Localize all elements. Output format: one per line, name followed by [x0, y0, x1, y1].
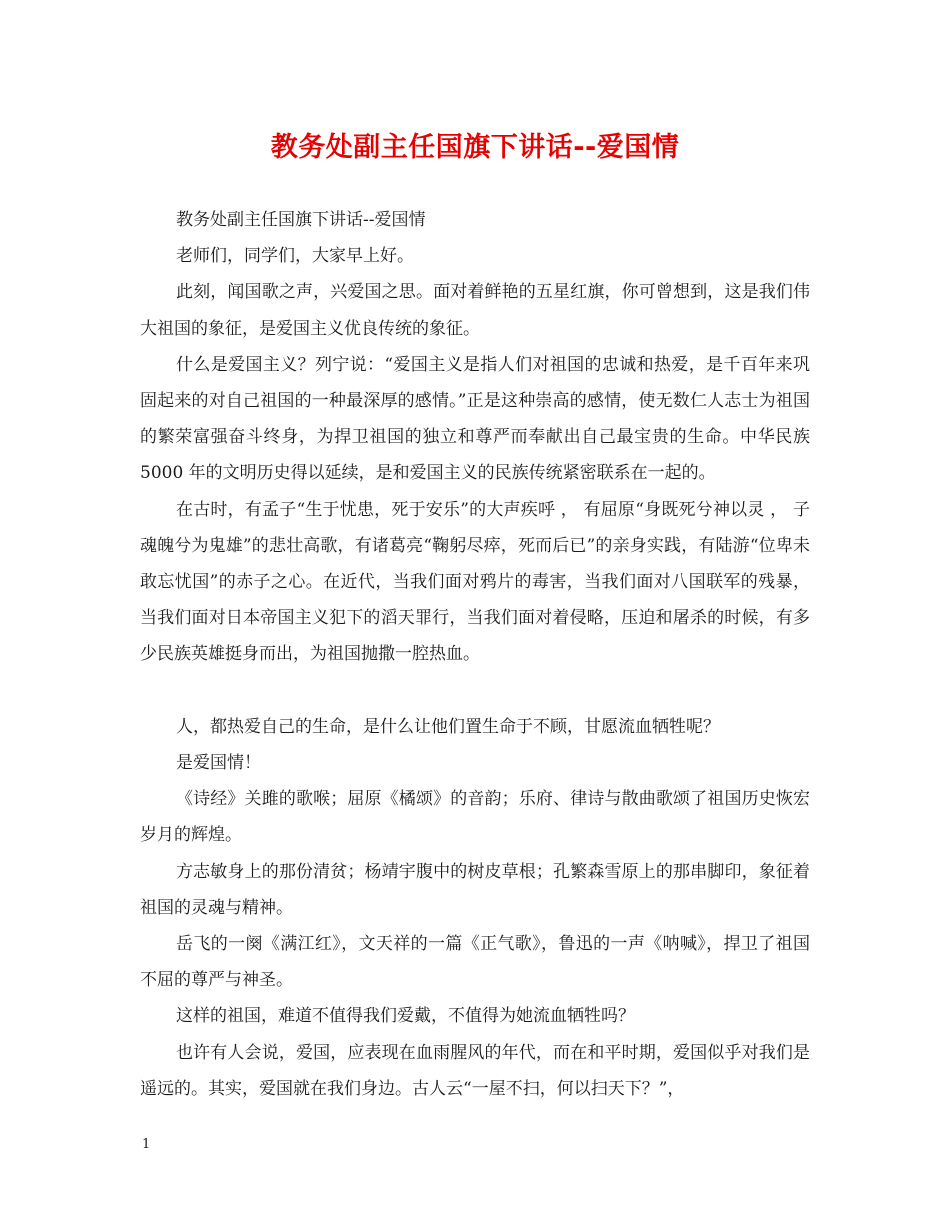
paragraph-peacetime: 也许有人会说，爱国，应表现在血雨腥风的年代，而在和平时期，爱国似乎对我们是遥远的。其实，爱国就在我们身边。古人云“一屋不扫，何以扫天下？”，: [140, 1042, 810, 1099]
paragraph-flag: 此刻，闻国歌之声，兴爱国之思。面对着鲜艳的五星红旗，你可曾想到，这是我们伟大祖国的象征，是爱国主义优良传统的象征。: [140, 282, 810, 339]
paragraph-spacer: [140, 673, 810, 709]
paragraph-greeting: 老师们，同学们，大家早上好。: [176, 246, 414, 267]
paragraph-works: 岳飞的一阕《满江红》，文天祥的一篇《正气歌》，鲁迅的一声《呐喊》，捍卫了祖国不屈的尊严与神圣。: [140, 934, 810, 991]
page-number: 1: [142, 1137, 151, 1152]
paragraph-subtitle: 教务处副主任国旗下讲话--爱国情: [176, 210, 426, 230]
paragraph-motherland: 这样的祖国，难道不值得我们爱戴，不值得为她流血牺牲吗？: [176, 1006, 635, 1027]
paragraph-poetry: 《诗经》关雎的歌喉；屈原《橘颂》的音韵；乐府、律诗与散曲歌颂了祖国历史恢宏岁月的辉煌。: [140, 789, 810, 846]
paragraph-patriotism-definition: 什么是爱国主义？列宁说：“爱国主义是指人们对祖国的忠诚和热爱，是千百年来巩固起来的对自己祖国的一种最深厚的感情。”正是这种崇高的感情，使无数仁人志士为祖国的繁荣富强奋斗终身，为捍卫祖国的独立和尊严而奉献出自己最宝贵的生命。中华民族 5000 年的文明历史得以延续，是和爱国主义的民族传统紧密联系在一起的。: [140, 354, 810, 484]
document-body: [140, 202, 810, 1107]
paragraph-heroes: 方志敏身上的那份清贫；杨靖宇腹中的树皮草根；孔繁森雪原上的那串脚印，象征着祖国的灵魂与精神。: [140, 861, 810, 918]
paragraph-question: 人，都热爱自己的生命，是什么让他们置生命于不顾，甘愿流血牺牲呢？: [176, 716, 720, 737]
document-title: 教务处副主任国旗下讲话--爱国情: [270, 132, 680, 163]
paragraph-answer: 是爱国情！: [176, 753, 261, 774]
paragraph-history: 在古时，有孟子“生于忧患，死于安乐”的大声疾呼 ， 有屈原“身既死兮神以灵 ， 子魂魄兮为鬼雄”的悲壮高歌，有诸葛亮“鞠躬尽瘁，死而后已”的亲身实践，有陆游“位卑未敢忘忧国”的赤子之心。在近代，当我们面对鸦片的毒害，当我们面对八国联军的残暴，当我们面对日本帝国主义犯下的滔天罪行，当我们面对着侵略，压迫和屠杀的时候，有多少民族英雄挺身而出，为祖国抛撒一腔热血。: [140, 499, 810, 665]
